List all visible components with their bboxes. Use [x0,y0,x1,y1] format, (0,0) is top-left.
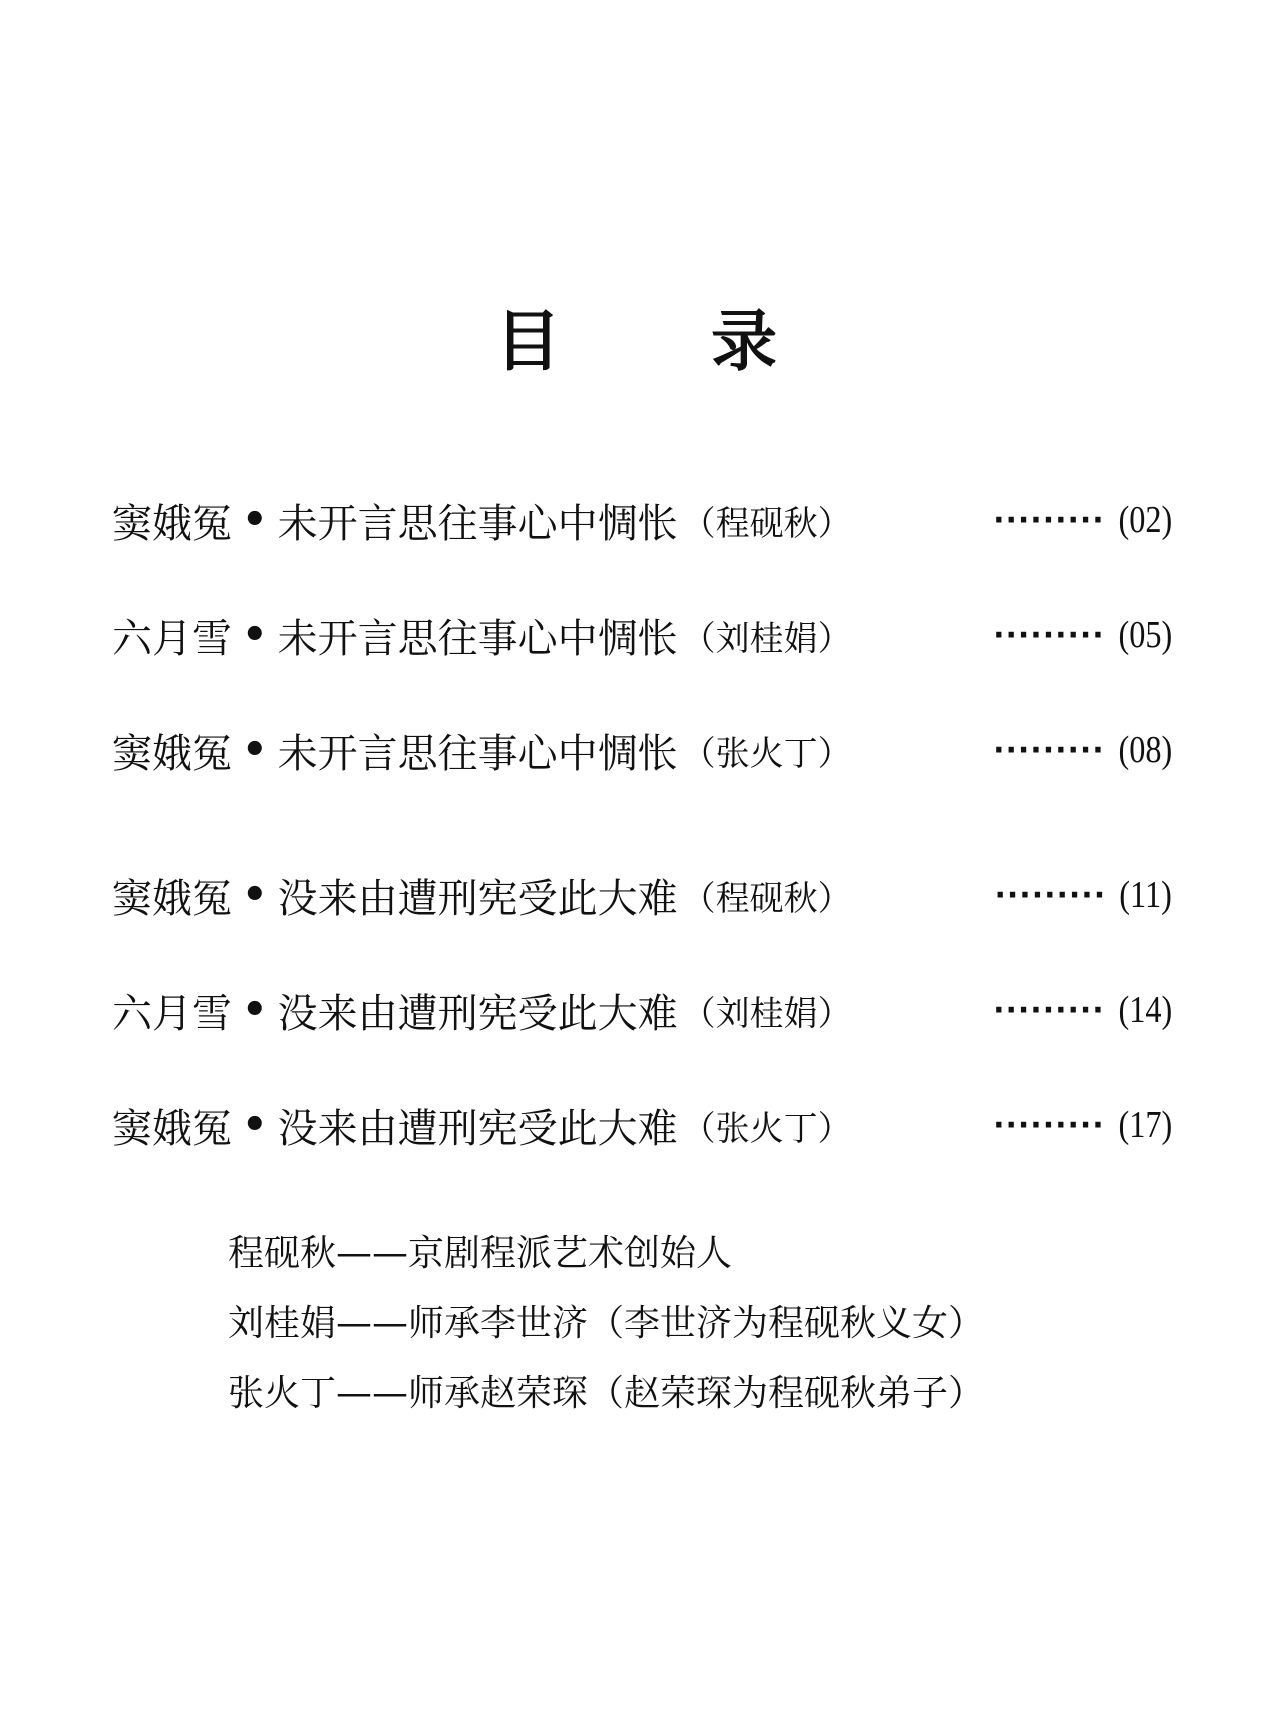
leader-dots: ········· [993,992,1105,1028]
title-char: 目 [495,302,561,380]
aria-title: 未开言思往事心中惆怅 [277,730,678,777]
separator: • [242,1102,268,1148]
play-title: 窦娥冤 [112,500,232,547]
toc-entry[interactable] [112,1095,1172,1155]
separator: • [242,987,268,1033]
separator: • [242,872,268,918]
page-number: (17) [1118,1104,1172,1146]
page-number: (11) [1119,874,1172,916]
page-number: (14) [1118,989,1172,1031]
leader-dots: ········· [993,732,1105,768]
note-line: 程砚秋——京剧程派艺术创始人 [228,1233,733,1274]
toc-entry[interactable] [112,490,1172,550]
toc-entry[interactable] [112,605,1172,665]
separator: • [242,727,268,773]
note-line: 张火丁——师承赵荣琛（赵荣琛为程砚秋弟子） [228,1373,985,1414]
play-title: 窦娥冤 [112,730,232,777]
leader-dots: ········· [994,877,1107,913]
play-title: 窦娥冤 [112,875,232,922]
page-number: (08) [1118,729,1172,771]
aria-title: 没来由遭刑宪受此大难 [277,875,678,922]
page-title [0,288,1272,383]
leader-dots: ········· [993,1107,1105,1143]
aria-title: 没来由遭刑宪受此大难 [277,990,678,1037]
performer: （程砚秋） [681,503,852,544]
performer: （刘桂娟） [681,618,852,659]
aria-title: 未开言思往事心中惆怅 [277,500,678,547]
page-number: (05) [1118,614,1172,656]
page-number: (02) [1118,499,1172,541]
play-title: 六月雪 [112,990,232,1037]
play-title: 窦娥冤 [112,1105,232,1152]
aria-title: 未开言思往事心中惆怅 [277,615,678,662]
leader-dots: ········· [993,502,1105,538]
separator: • [242,497,268,543]
title-char: 录 [711,302,777,380]
toc-entry[interactable] [112,980,1172,1040]
performer: （刘桂娟） [681,993,852,1034]
performer: （程砚秋） [681,878,852,919]
toc-entry[interactable] [112,720,1172,780]
leader-dots: ········· [993,617,1105,653]
separator: • [242,612,268,658]
aria-title: 没来由遭刑宪受此大难 [277,1105,678,1152]
note-line: 刘桂娟——师承李世济（李世济为程砚秋义女） [228,1303,985,1344]
performer: （张火丁） [681,733,852,774]
play-title: 六月雪 [112,615,232,662]
performer: （张火丁） [681,1108,852,1149]
toc-entry[interactable] [112,865,1172,925]
